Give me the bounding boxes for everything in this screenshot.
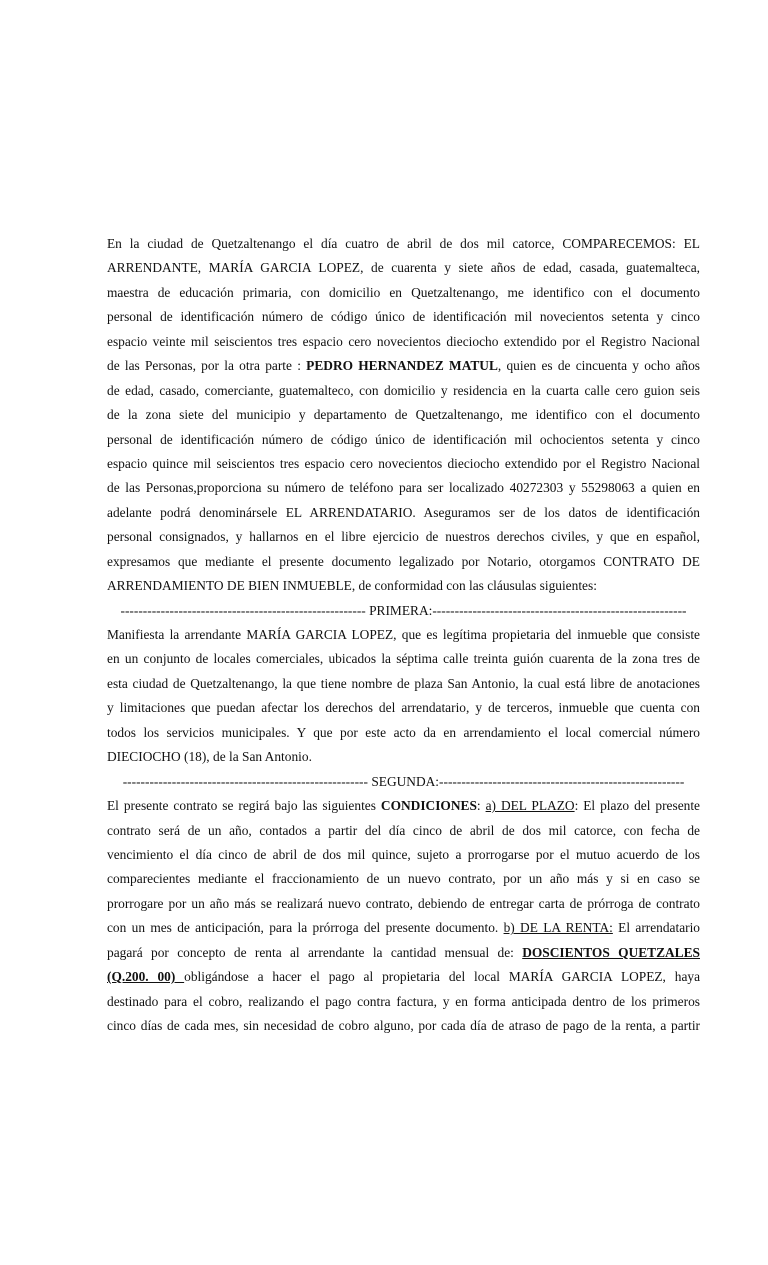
rent-amount-words: DOSCIENTOS QUETZALES	[522, 944, 700, 960]
text-line-27: comparecientes mediante el fraccionamiento de un nuevo contrato, por un año más y si en caso se	[107, 871, 700, 887]
term-heading: a) DEL PLAZO	[485, 798, 575, 814]
tenant-name: PEDRO HERNANDEZ MATUL	[306, 358, 498, 374]
rent-amount-number: (Q.200. 00)	[107, 969, 185, 985]
text-line-6: de las Personas, por la otra parte : PEDRO HERNANDEZ MATUL, quien es de cincuenta y ocho años	[107, 358, 700, 374]
rent-heading: b) DE LA RENTA:	[503, 920, 613, 936]
text-line-15: ARRENDAMIENTO DE BIEN INMUEBLE, de conformidad con las cláusulas siguientes:	[107, 578, 597, 594]
text-line-12: adelante podrá denominársele EL ARRENDATARIO. Aseguramos ser de los datos de identificación	[107, 504, 700, 520]
text-line-13: personal consignados, y hallarnos en el libre ejercicio de nuestros derechos civiles, y que en español,	[107, 529, 700, 545]
text-line-7: de edad, casado, comerciante, guatemalteco, con domicilio y residencia en la cuarta calle cero guion seis	[107, 382, 700, 398]
text-line-28: prorrogare por un año más se realizará nuevo contrato, debiendo de entregar carta de prórroga de contrato	[107, 895, 700, 911]
text-line-1: En la ciudad de Quetzaltenango el día cuatro de abril de dos mil catorce, COMPARECEMOS: EL	[107, 236, 700, 251]
text-line-33: cinco días de cada mes, sin necesidad de cobro alguno, por cada día de atraso de pago de la renta, a partir	[107, 1018, 700, 1033]
text-line-4: personal de identificación número de código único de identificación mil novecientos setenta y cinco	[107, 309, 700, 325]
text-line-2: ARRENDANTE, MARÍA GARCIA LOPEZ, de cuarenta y siete años de edad, casada, guatemalteca,	[107, 260, 700, 276]
text-line-18: en un conjunto de locales comerciales, ubicados la séptima calle treinta guión cuarenta de la zona tres de	[107, 651, 700, 667]
text-line-21: todos los servicios municipales. Y que por este acto da en arrendamiento el local comercial número	[107, 724, 700, 740]
text-line-20: y limitaciones que puedan afectar los derechos del arrendatario, y de terceros, inmueble que cuenta con	[107, 700, 700, 716]
text-line-17: Manifiesta la arrendante MARÍA GARCIA LOPEZ, que es legítima propietaria del inmueble que consiste	[107, 627, 700, 642]
text-line-9: personal de identificación número de código único de identificación mil ochocientos setenta y cinco	[107, 431, 700, 447]
text-line-25: contrato será de un año, contados a partir del día cinco de abril de dos mil catorce, con fecha de	[107, 822, 700, 838]
text-line-10: espacio quince mil seiscientos tres espacio cero novecientos dieciocho extendido por el Registro Nacional	[107, 455, 700, 471]
text-line-22: DIECIOCHO (18), de la San Antonio.	[107, 749, 312, 765]
text-line-11: de las Personas,proporciona su número de teléfono para ser localizado 40272303 y 55298063 a quien en	[107, 480, 700, 496]
clause-divider-segunda: ------------------------------------------------------- SEGUNDA:-------------------------------------------------------	[122, 773, 685, 789]
text-line-29: con un mes de anticipación, para la prórroga del presente documento. b) DE LA RENTA: El arrendatario	[107, 920, 700, 936]
text-line-5: espacio veinte mil seiscientos tres espacio cero novecientos dieciocho extendido por el Registro Nacional	[107, 333, 700, 349]
text-line-19: esta ciudad de Quetzaltenango, la que tiene nombre de plaza San Antonio, la cual está libre de anotaciones	[107, 675, 700, 691]
text-line-3: maestra de educación primaria, con domicilio en Quetzaltenango, me identifico con el documento	[107, 284, 700, 300]
text-line-8: de la zona siete del municipio y departamento de Quetzaltenango, me identifico con el documento	[107, 407, 700, 423]
text-line-32: destinado para el cobro, realizando el pago contra factura, y en forma anticipada dentro de los primeros	[107, 993, 700, 1009]
document-page	[107, 232, 700, 1038]
text-line-14: expresamos que mediante el presente documento legalizado por Notario, otorgamos CONTRATO DE	[107, 553, 700, 569]
text-line-31: (Q.200. 00) obligándose a hacer el pago al propietaria del local MARÍA GARCIA LOPEZ, haya	[107, 969, 700, 985]
text-line-30: pagará por concepto de renta al arrendante la cantidad mensual de: DOSCIENTOS QUETZALES	[107, 944, 700, 960]
conditions-heading: CONDICIONES	[380, 798, 477, 814]
clause-divider-primera: ------------------------------------------------------- PRIMERA:---------------------------------------------------------	[120, 602, 687, 618]
text-line-24: El presente contrato se regirá bajo las siguientes CONDICIONES: a) DEL PLAZO: El plazo del presente	[107, 798, 700, 814]
text-line-26: vencimiento el día cinco de abril de dos mil quince, sujeto a prorrogarse por el mutuo acuerdo de los	[107, 846, 700, 862]
